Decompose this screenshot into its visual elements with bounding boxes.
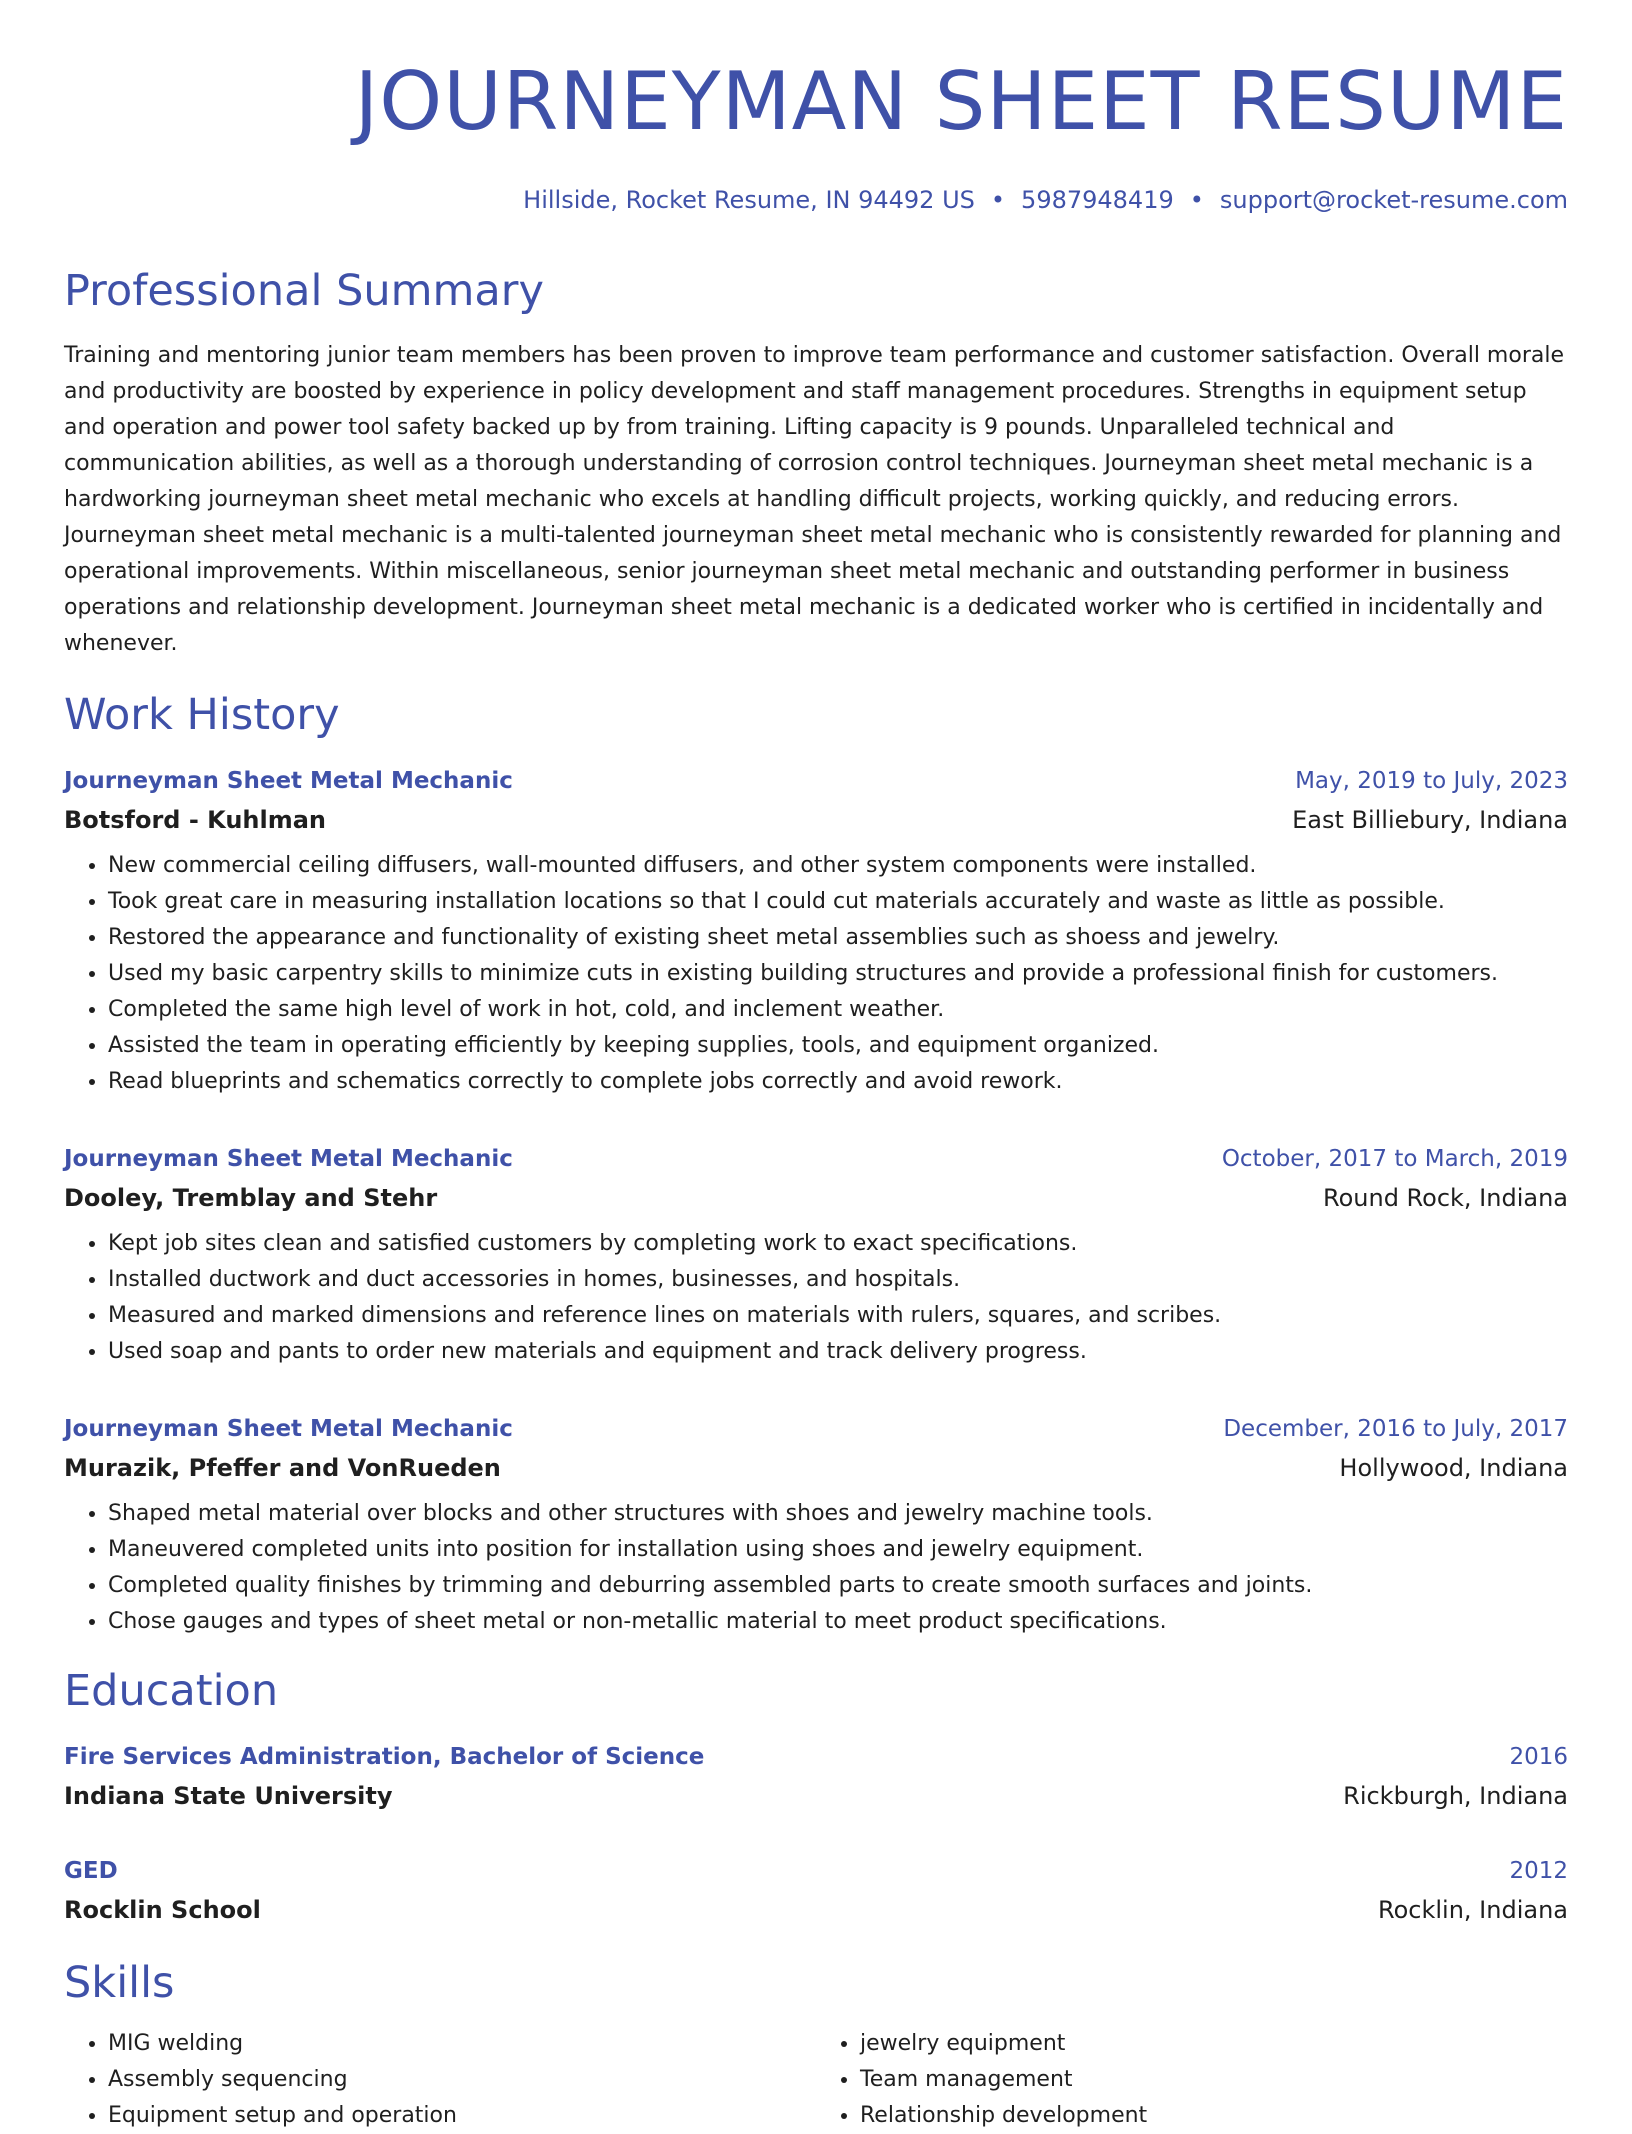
job-bullets [64,1226,1568,1370]
education-degree: GED [64,1858,118,1884]
job-dates: May, 2019 to July, 2023 [1295,768,1568,794]
job-bullet: • Restored the appearance and functionality of existing sheet metal assemblies such as shoess and jewelry. [108,920,1568,956]
job-bullet: • Used soap and pants to order new materials and equipment and track delivery progress. [108,1334,1568,1370]
job-bullet: • New commercial ceiling diffusers, wall-mounted diffusers, and other system components were installed. [108,848,1568,884]
job-entry [64,1416,1568,1640]
job-bullet: • Installed ductwork and duct accessories in homes, businesses, and hospitals. [108,1262,1568,1298]
job-location: Round Rock, Indiana [1322,1184,1568,1212]
contact-line [64,186,1568,214]
job-company: Dooley, Tremblay and Stehr [64,1184,438,1212]
job-bullet: • Chose gauges and types of sheet metal or non-metallic material to meet product specifications. [108,1604,1568,1640]
education-school: Indiana State University [64,1782,393,1810]
candidate-name: JOURNEYMAN SHEET RESUME [354,55,1568,148]
contact-email[interactable]: support@rocket-resume.com [1219,186,1568,214]
resume-header [64,0,1568,214]
job-title: Journeyman Sheet Metal Mechanic [64,1146,513,1172]
job-location: East Billiebury, Indiana [1292,806,1568,834]
job-dates: October, 2017 to March, 2019 [1221,1146,1568,1172]
job-title: Journeyman Sheet Metal Mechanic [64,1416,513,1442]
contact-separator: • [990,186,1006,214]
job-bullet: • Completed quality finishes by trimming and deburring assembled parts to create smooth surfaces and joints. [108,1568,1568,1604]
work-history-heading: Work History [64,690,340,740]
job-bullet: • Kept job sites clean and satisfied customers by completing work to exact specifications. [108,1226,1568,1262]
job-bullet: • Assisted the team in operating efficiently by keeping supplies, tools, and equipment organized. [108,1028,1568,1064]
skill-item: • MIG welding [108,2026,816,2062]
education-heading: Education [64,1666,279,1716]
education-school: Rocklin School [64,1896,261,1924]
job-bullet: • Used my basic carpentry skills to minimize cuts in existing building structures and provide a professional finish for customers. [108,956,1568,992]
job-entry [64,1146,1568,1370]
skill-item: • Relationship development [860,2098,1568,2134]
education-location: Rickburgh, Indiana [1343,1782,1568,1810]
skills-column-left [64,2026,816,2134]
job-bullets [64,848,1568,1100]
job-bullet: • Shaped metal material over blocks and other structures with shoes and jewelry machine tools. [108,1496,1568,1532]
contact-separator: • [1189,186,1204,214]
job-title: Journeyman Sheet Metal Mechanic [64,768,513,794]
skill-item: • Assembly sequencing [108,2062,816,2098]
contact-address: Hillside, Rocket Resume, IN 94492 US [523,186,975,214]
education-year: 2012 [1509,1858,1568,1884]
education-year: 2016 [1509,1744,1568,1770]
job-entry [64,768,1568,1100]
skills-list [64,2026,1568,2134]
job-bullet: • Measured and marked dimensions and reference lines on materials with rulers, squares, and scribes. [108,1298,1568,1334]
job-company: Botsford - Kuhlman [64,806,327,834]
job-dates: December, 2016 to July, 2017 [1223,1416,1568,1442]
job-bullet: • Read blueprints and schematics correctly to complete jobs correctly and avoid rework. [108,1064,1568,1100]
contact-phone: 5987948419 [1021,186,1174,214]
job-location: Hollywood, Indiana [1339,1454,1568,1482]
skills-column-right [816,2026,1568,2134]
summary-text: Training and mentoring junior team members has been proven to improve team performance and customer satisfaction. Overall morale and productivity are boosted by experience in policy development and staff management procedures. Strengths in equipment setup and operation and power tool safety backed up by from training. Lifting capacity is 9 pounds. Unparalleled technical and communication abilities, as well as a thorough understanding of corrosion control techniques. Journeyman sheet metal mechanic is a hardworking journeyman sheet metal mechanic who excels at handling difficult projects, working quickly, and reducing errors. Journeyman sheet metal mechanic is a multi-talented journeyman sheet metal mechanic who is consistently rewarded for planning and operational improvements. Within miscellaneous, senior journeyman sheet metal mechanic and outstanding performer in business operations and relationship development. Journeyman sheet metal mechanic is a dedicated worker who is certified in incidentally and whenever. [64,343,1564,656]
education-degree: Fire Services Administration, Bachelor of Science [64,1744,705,1770]
skill-item: • jewelry equipment [860,2026,1568,2062]
education-location: Rocklin, Indiana [1378,1896,1568,1924]
skills-heading: Skills [64,1958,175,2008]
summary-heading: Professional Summary [64,266,544,316]
skill-item: • Equipment setup and operation [108,2098,816,2134]
education-entry [64,1744,1568,1810]
job-bullet: • Took great care in measuring installation locations so that I could cut materials accurately and waste as little as possible. [108,884,1568,920]
education-entry [64,1858,1568,1924]
skill-item: • Team management [860,2062,1568,2098]
job-bullet: • Maneuvered completed units into position for installation using shoes and jewelry equipment. [108,1532,1568,1568]
job-bullet: • Completed the same high level of work in hot, cold, and inclement weather. [108,992,1568,1028]
job-bullets [64,1496,1568,1640]
job-company: Murazik, Pfeffer and VonRueden [64,1454,501,1482]
